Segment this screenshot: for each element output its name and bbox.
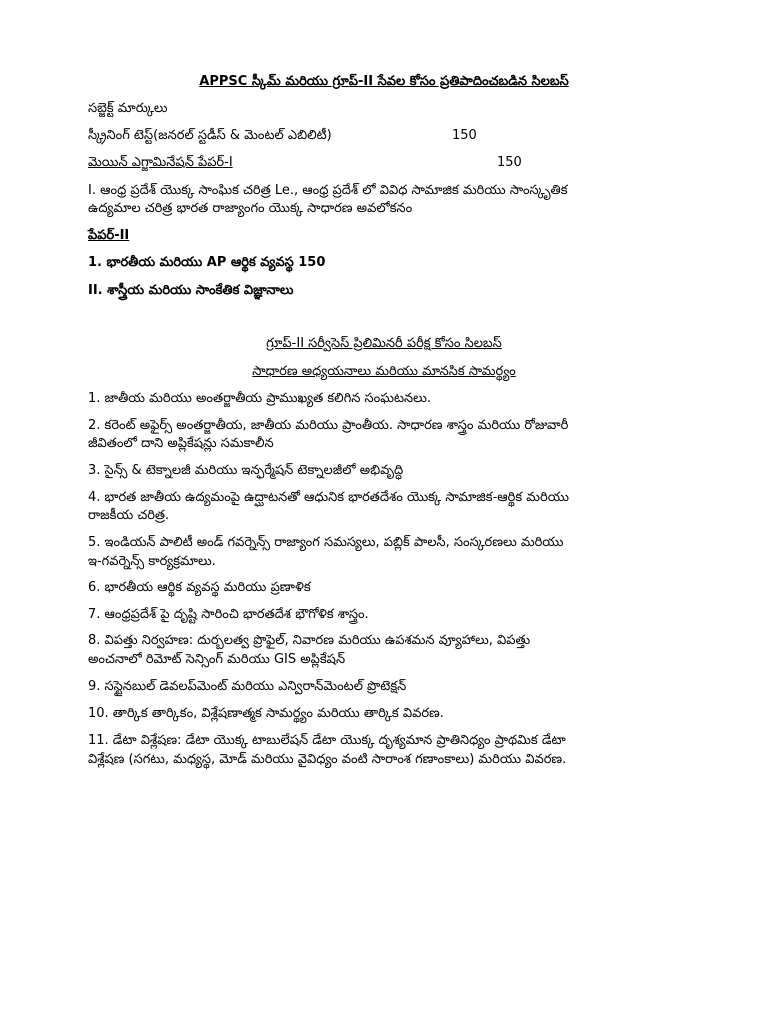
syllabus-item-8-line-1: 8. విపత్తు నిర్వహణ: దుర్బలత్వ ప్రొఫైల్, నివారణ మరియు ఉపశమన వ్యూహాలు, విపత్తు — [88, 633, 531, 648]
syllabus-item-7: 7. ఆంధ్రప్రదేశ్ పై దృష్టి సారించి భారతదేశ భౌగోళిక శాస్త్రం. — [88, 607, 369, 622]
syllabus-item-8-line-2: అంచనాలో రిమోట్ సెన్సింగ్ మరియు GIS అప్లికేషన్ — [88, 652, 346, 667]
syllabus-item-11-line-2: విశ్లేషణ (సగటు, మధ్యస్థ, మోడ్ మరియు వైవిధ్యం వంటి సారాంశ గణాంకాలు) మరియు వివరణ. — [88, 752, 567, 767]
syllabus-item-5-line-1: 5. ఇండియన్ పాలిటీ అండ్ గవర్నెన్స్ రాజ్యాంగ సమస్యలు, పబ్లిక్ పాలసీ, సంస్కరణలు మరియు — [88, 535, 564, 550]
main-paper-1-marks: 150 — [497, 155, 522, 170]
syllabus-item-2-line-1: 2. కరెంట్ అఫైర్స్ అంతర్జాతీయ, జాతీయ మరియు ప్రాంతీయ. సాధారణ శాస్త్రం మరియు రోజువారీ — [88, 418, 569, 433]
document-title: APPSC స్కీమ్ మరియు గ్రూప్-II సేవల కోసం ప్రతిపాదించబడిన సిలబస్ — [199, 74, 569, 89]
main-paper-1-heading: మెయిన్ ఎగ్జామినేషన్ పేపర్-I — [88, 155, 233, 170]
syllabus-item-9: 9. సస్టైనబుల్ డెవలప్‌మెంట్ మరియు ఎన్విరాన్‌మెంటల్ ప్రొటెక్షన్ — [88, 679, 407, 694]
syllabus-item-4-line-2: రాజకీయ చరిత్ర. — [88, 508, 170, 523]
prelim-syllabus-title: గ్రూప్-II సర్వీసెస్ ప్రిలిమినరీ పరీక్ష కోసం సిలబస్ — [266, 336, 502, 351]
syllabus-item-1: 1. జాతీయ మరియు అంతర్జాతీయ ప్రాముఖ్యత కలిగిన సంఘటనలు. — [88, 391, 432, 406]
general-studies-heading: సాధారణ అధ్యయనాలు మరియు మానసిక సామర్థ్యం — [252, 364, 516, 379]
paper-2-item-1: 1. భారతీయ మరియు AP ఆర్థిక వ్యవస్థ 150 — [88, 255, 326, 270]
paper-1-description-line-1: I. ఆంధ్ర ప్రదేశ్ యొక్క సాంఘిక చరిత్ర Le., ఆంధ్ర ప్రదేశ్ లో వివిధ సామాజిక మరియు సాంస్కృతిక — [88, 183, 568, 198]
subject-marks-label: సబ్జెక్ట్ మార్కులు — [88, 101, 168, 116]
syllabus-item-4-line-1: 4. భారత జాతీయ ఉద్యమంపై ఉద్ఘాటనతో ఆధునిక భారతదేశం యొక్క సామాజిక-ఆర్థిక మరియు — [88, 490, 569, 505]
screening-test-marks: 150 — [452, 128, 477, 143]
screening-test-label: స్క్రీనింగ్ టెస్ట్(జనరల్ స్టడీస్ & మెంటల్ ఎబిలిటీ) — [88, 128, 332, 143]
syllabus-item-2-line-2: జీవితంలో దాని అప్లికేషన్లు సమకాలీన — [88, 436, 274, 451]
syllabus-item-5-line-2: ఇ-గవర్నెన్స్ కార్యక్రమాలు. — [88, 554, 216, 569]
paper-1-description-line-2: ఉద్యమాల చరిత్ర భారత రాజ్యాంగం యొక్క సాధారణ అవలోకనం — [88, 201, 413, 216]
paper-2-heading: పేపర్-II — [88, 228, 130, 243]
syllabus-item-6: 6. భారతీయ ఆర్థిక వ్యవస్థ మరియు ప్రణాళిక — [88, 580, 311, 595]
syllabus-item-10: 10. తార్కిక తార్కికం, విశ్లేషణాత్మక సామర్థ్యం మరియు తార్కిక వివరణ. — [88, 706, 444, 721]
paper-2-item-2: II. శాస్త్రీయ మరియు సాంకేతిక విజ్ఞానాలు — [88, 283, 294, 298]
syllabus-item-11-line-1: 11. డేటా విశ్లేషణ: డేటా యొక్క టాబులేషన్ డేటా యొక్క దృశ్యమాన ప్రాతినిధ్యం ప్రాథమిక డేటా — [88, 733, 566, 748]
syllabus-item-3: 3. సైన్స్ & టెక్నాలజీ మరియు ఇన్ఫర్మేషన్ టెక్నాలజీలో అభివృద్ధి — [88, 463, 404, 478]
